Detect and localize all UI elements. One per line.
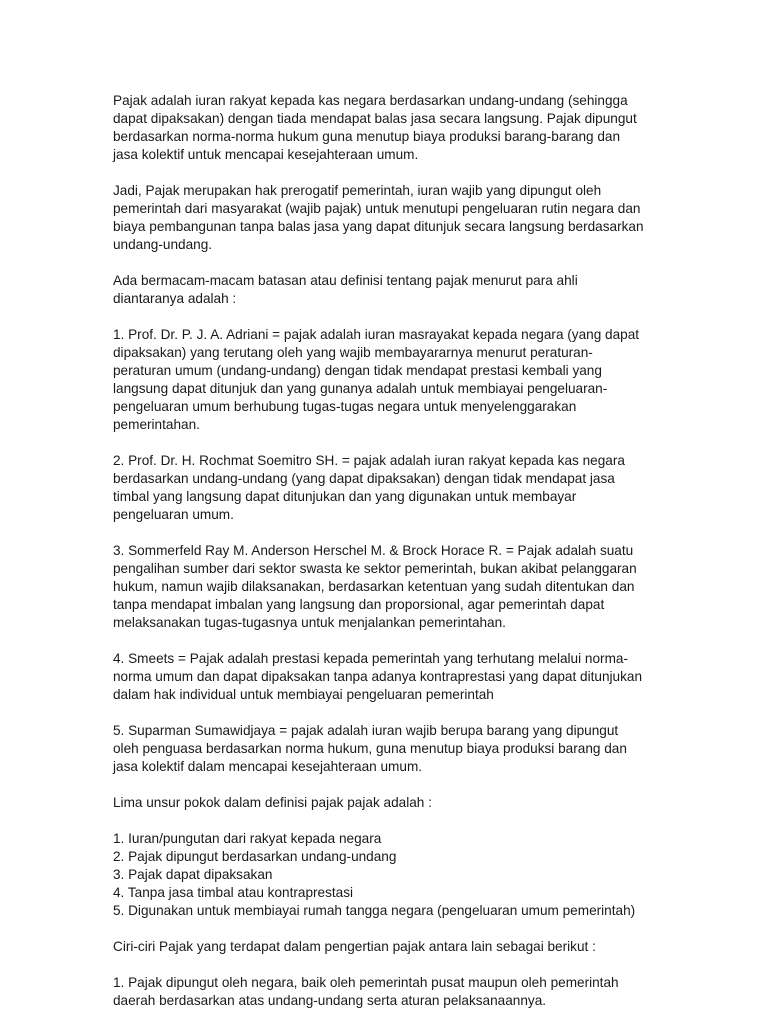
list-item: 2. Pajak dipungut berdasarkan undang-undang [113, 849, 397, 864]
intro-paragraph: Pajak adalah iuran rakyat kepada kas negara berdasarkan undang-undang (sehingga dapat dipaksakan) dengan tiada mendapat balas jasa secara langsung. Pajak dipungut berdasarkan norma-norma hukum guna menutup biaya produksi barang-barang dan jasa kolektif untuk mencapai kesejahteraan umum. [113, 93, 637, 162]
list-item: 4. Tanpa jasa timbal atau kontraprestasi [113, 885, 354, 900]
unsur-heading: Lima unsur pokok dalam definisi pajak pajak adalah : [113, 795, 432, 810]
list-item: 1. Iuran/pungutan dari rakyat kepada negara [113, 831, 382, 846]
definition-sumawidjaya: 5. Suparman Sumawidjaya = pajak adalah iuran wajib berupa barang yang dipungut oleh penguasa berdasarkan norma hukum, guna menutup biaya produksi barang dan jasa kolektif dalam mencapai kesejahteraan umum. [113, 723, 627, 774]
definition-smeets: 4. Smeets = Pajak adalah prestasi kepada pemerintah yang terhutang melalui norma- norma umum dan dapat dipaksakan tanpa adanya kontraprestasi yang dapat ditunjukan dalam hak individual untuk membiayai pengeluaran pemerintah [113, 651, 643, 702]
ciri-item-1: 1. Pajak dipungut oleh negara, baik oleh pemerintah pusat maupun oleh pemerintah daerah berdasarkan atas undang-undang serta aturan pelaksanaannya. [113, 975, 619, 1008]
summary-paragraph: Jadi, Pajak merupakan hak prerogatif pemerintah, iuran wajib yang dipungut oleh pemerintah dari masyarakat (wajib pajak) untuk menutupi pengeluaran rutin negara dan biaya pembangunan tanpa balas jasa yang dapat ditunjuk secara langsung berdasarkan undang-undang. [113, 183, 644, 252]
document-body [113, 92, 673, 1028]
definition-adriani: 1. Prof. Dr. P. J. A. Adriani = pajak adalah iuran masrayakat kepada negara (yang dapat dipaksakan) yang terutang oleh yang wajib membayararnya menurut peraturan- peraturan umum (undang-undang) dengan tidak mendapat prestasi kembali yang langsung dapat ditunjuk dan yang gunanya adalah untuk membiayai pengeluaran- pengeluaran umum berhubung tugas-tugas negara untuk menyelenggarakan pemerintahan. [113, 327, 640, 432]
unsur-list [113, 830, 673, 920]
ciri-heading: Ciri-ciri Pajak yang terdapat dalam pengertian pajak antara lain sebagai berikut : [113, 939, 596, 954]
definition-soemitro: 2. Prof. Dr. H. Rochmat Soemitro SH. = pajak adalah iuran rakyat kepada kas negara berdasarkan undang-undang (yang dapat dipaksakan) dengan tidak mendapat jasa timbal yang langsung dapat ditunjukan dan yang digunakan untuk membayar pengeluaran umum. [113, 453, 625, 522]
definitions-intro-paragraph: Ada bermacam-macam batasan atau definisi tentang pajak menurut para ahli diantaranya adalah : [113, 273, 578, 306]
list-item: 3. Pajak dapat dipaksakan [113, 867, 273, 882]
definition-sommerfeld: 3. Sommerfeld Ray M. Anderson Herschel M. & Brock Horace R. = Pajak adalah suatu pengalihan sumber dari sektor swasta ke sektor pemerintah, bukan akibat pelanggaran hukum, namun wajib dilaksanakan, berdasarkan ketentuan yang sudah ditentukan dan tanpa mendapat imbalan yang langsung dan proporsional, agar pemerintah dapat melaksanakan tugas-tugasnya untuk menjalankan pemerintahan. [113, 543, 637, 630]
list-item: 5. Digunakan untuk membiayai rumah tangga negara (pengeluaran umum pemerintah) [113, 903, 636, 918]
